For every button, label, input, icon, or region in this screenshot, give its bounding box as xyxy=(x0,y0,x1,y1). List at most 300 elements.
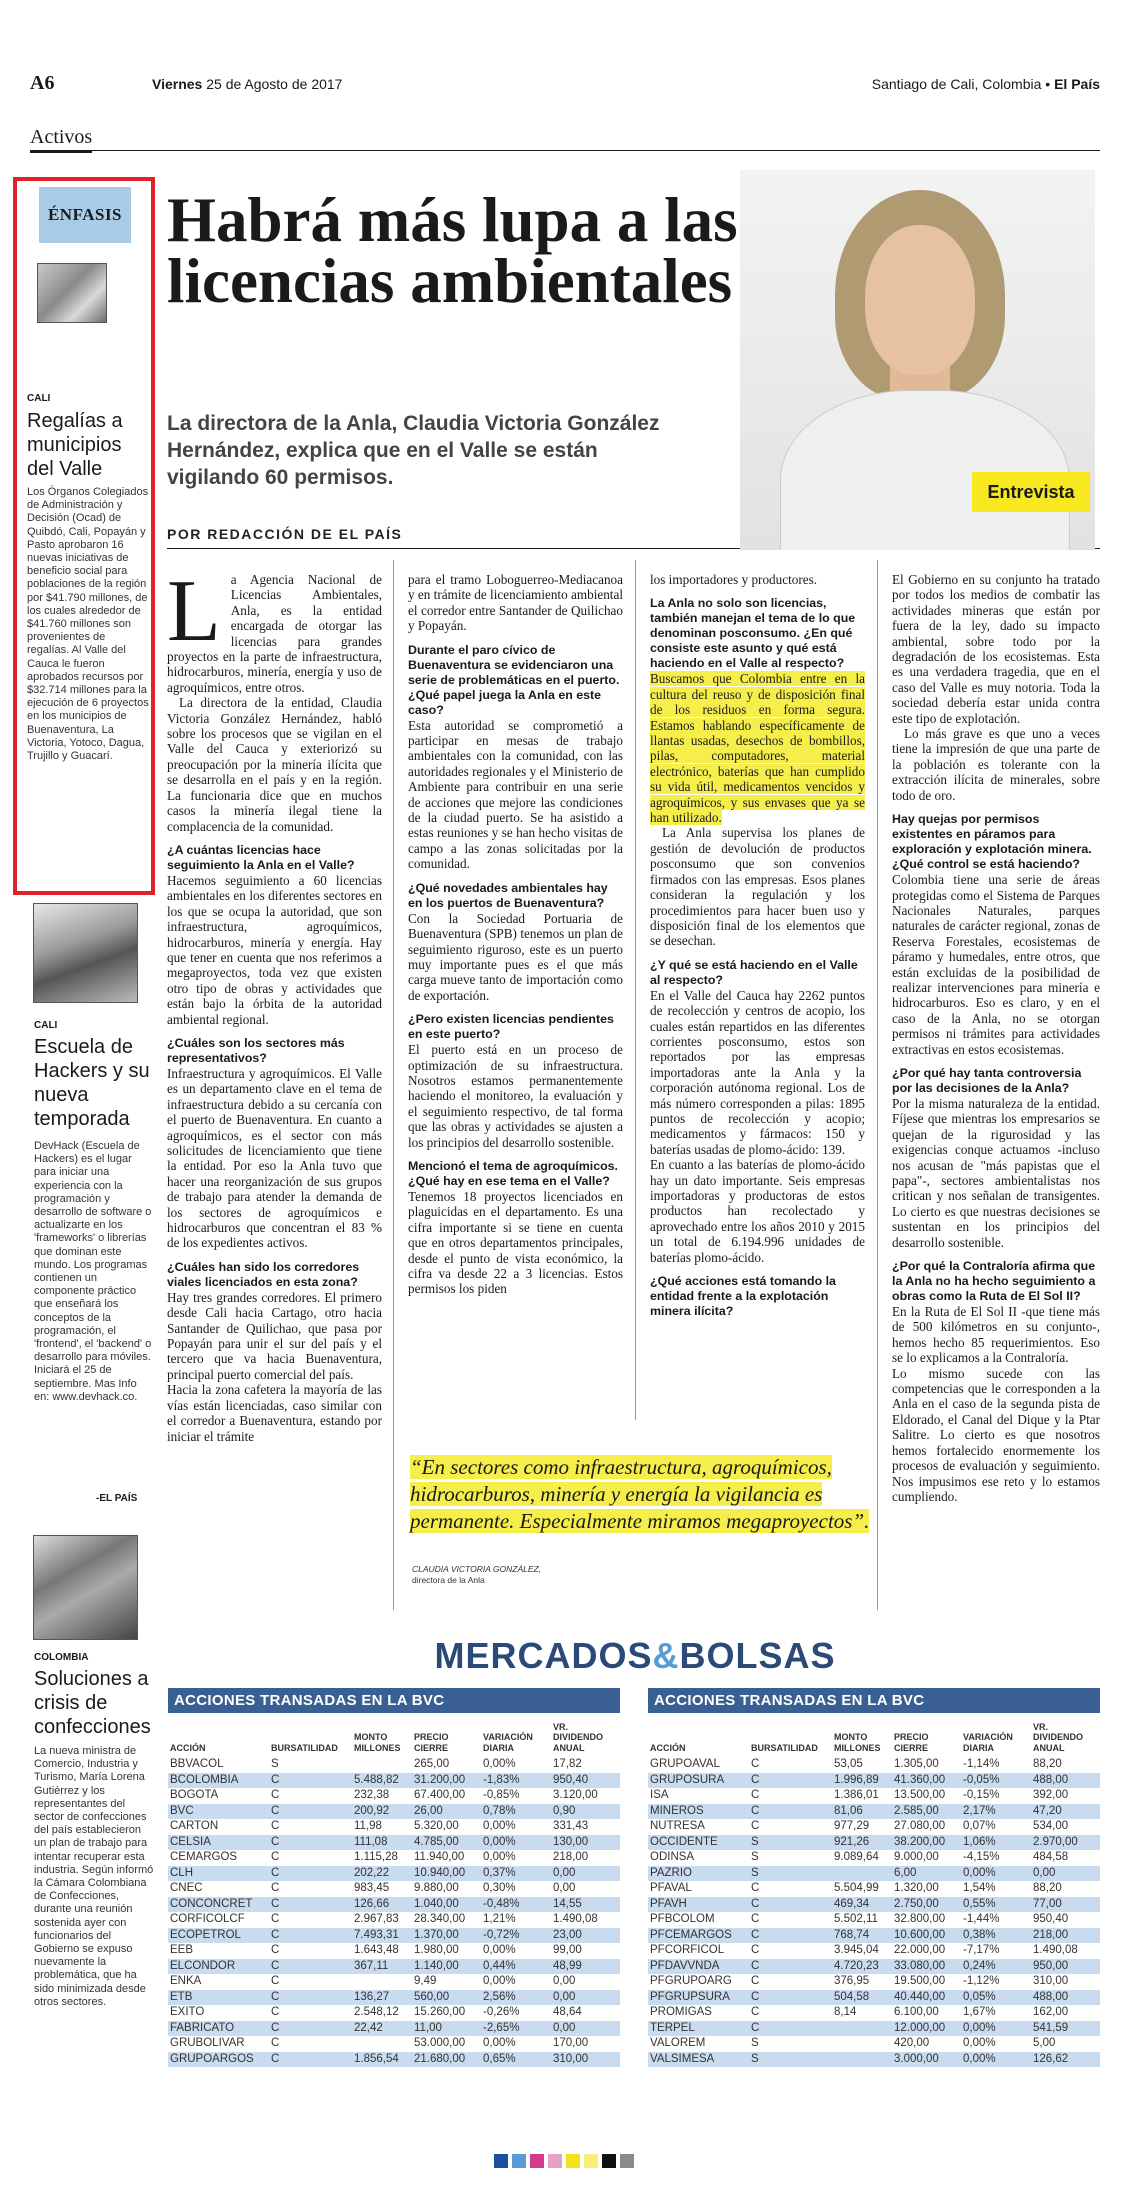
table-cell: CONCONCRET xyxy=(170,1897,253,1910)
question: Durante el paro cívico de Buenaventura se evidenciaron una serie de problemáticas en el puerto. ¿Qué papel juega la Anla en este caso? xyxy=(408,642,620,717)
table-cell: BVC xyxy=(170,1804,194,1817)
table-row xyxy=(168,1866,620,1882)
table-cell: C xyxy=(271,1975,280,1987)
table-cell: -0,26% xyxy=(483,2006,520,2018)
table-row xyxy=(648,1788,1100,1804)
question: ¿A cuántas licencias hace seguimiento la Anla en el Valle? xyxy=(167,842,355,872)
print-color-bar xyxy=(494,2154,638,2168)
markets-title: MERCADOS&BOLSAS xyxy=(434,1635,836,1676)
page-header xyxy=(30,72,1100,102)
table-cell: 2.967,83 xyxy=(354,1913,399,1925)
table-row xyxy=(168,1928,620,1944)
table-cell: S xyxy=(271,1758,279,1770)
article-deck: La directora de la Anla, Claudia Victoria González Hernández, explica que en el Valle se están vigilando 60 permisos. xyxy=(167,412,660,489)
question: ¿Pero existen licencias pendientes en este puerto? xyxy=(408,1012,614,1042)
table-row xyxy=(168,1990,620,2006)
dropcap: L xyxy=(167,563,221,660)
table-cell: 136,27 xyxy=(354,1990,390,2003)
table-cell: 768,74 xyxy=(834,1928,870,1941)
table-cell: 0,00% xyxy=(483,2037,516,2049)
question: ¿Por qué la Contraloría afirma que la Anla no ha hecho seguimiento a obras como la Ruta de El Sol II? xyxy=(892,1259,1096,1304)
story1-kicker: CALI xyxy=(27,393,51,404)
page-number: A6 xyxy=(30,72,55,94)
pull-quote-attribution: CLAUDIA VICTORIA GONZÁLEZ, directora de la Anla xyxy=(412,1564,542,1585)
table-cell: 0,00% xyxy=(963,1866,996,1879)
stocks-table-banner: ACCIONES TRANSADAS EN LA BVC xyxy=(648,1688,1100,1713)
color-swatch xyxy=(584,2154,598,2168)
table-cell: OCCIDENTE xyxy=(650,1835,718,1848)
table-cell: 1,21% xyxy=(483,1913,516,1925)
stocks-table-body xyxy=(168,1757,620,2067)
table-cell: EEB xyxy=(170,1944,194,1956)
table-cell: 950,40 xyxy=(553,1773,589,1786)
table-cell: EXITO xyxy=(170,2006,205,2018)
table-cell: PFAVAL xyxy=(650,1882,692,1894)
paper-location: Santiago de Cali, Colombia • El País xyxy=(871,76,1100,92)
table-cell: 2,17% xyxy=(963,1804,996,1817)
table-cell: 170,00 xyxy=(553,2037,589,2049)
question: ¿Cuáles han sido los corredores viales licenciados en esta zona? xyxy=(167,1259,360,1289)
table-cell: C xyxy=(271,1882,280,1894)
table-cell: 3.945,04 xyxy=(834,1944,879,1956)
table-row xyxy=(648,1881,1100,1897)
table-cell: 367,11 xyxy=(354,1959,389,1972)
table-cell: 22,42 xyxy=(354,2021,383,2034)
table-cell: 5.504,99 xyxy=(834,1882,879,1894)
table-cell: 130,00 xyxy=(553,1835,589,1848)
table-row xyxy=(168,1881,620,1897)
enfasis-tag: ÉNFASIS xyxy=(39,187,131,243)
highlighted-answer: Buscamos que Colombia entre en la cultura del reuso y de disposición final de los residuos en forma segura. Estamos hablando específicamente de llantas usadas, desechos de bombillos, pilas, computadores, material electrónico, baterías que han cumplido su vida útil, medicamentos vencidos y agroquímicos, y sus envases que ya se han utilizado. xyxy=(650,671,865,826)
table-cell: ECOPETROL xyxy=(170,1928,241,1941)
table-cell: C xyxy=(751,1820,760,1832)
table-row xyxy=(648,1773,1100,1789)
table-cell: 1.386,01 xyxy=(834,1789,879,1801)
table-cell: CEMARGOS xyxy=(170,1851,238,1863)
table-cell: PFDAVVNDA xyxy=(650,1959,720,1972)
table-cell: 2,56% xyxy=(483,1990,516,2003)
table-cell: 469,34 xyxy=(834,1897,870,1910)
table-cell: 0,00 xyxy=(1033,1866,1056,1879)
table-cell: 202,22 xyxy=(354,1866,390,1879)
table-cell: S xyxy=(751,1851,759,1863)
table-row xyxy=(648,1912,1100,1928)
table-cell: 2.585,00 xyxy=(894,1804,939,1817)
table-cell: 1,06% xyxy=(963,1835,996,1848)
table-cell: C xyxy=(751,1944,760,1956)
table-cell: C xyxy=(271,2006,280,2018)
article-column-4: El Gobierno en su conjunto ha tratado por todos los medios de combatir las actividades mineras que están por fuera de la ley, dado su impacto ambiental, sobre todo por la degradación de los ecosistemas. Esta es una verdadera tragedia, que en el caso del Valle es muy notoria. Toda la sociedad debería estar unida contra este tipo de explotación. Lo más grave es que uno a veces tiene la impresión de que una parte de la población es tolerante con la extracción ilícita de minerales, sobre todo de oro. Hay quejas por permisos existentes en páramos para exploración y explotación minera. ¿Qué control se está haciendo? Colombia tiene una serie de áreas protegidas como el Sistema de Parques Nacionales Naturales, parques naturales de carácter regional, zonas de Reserva Forestales, ecosistemas de páramo y humedales, entre otros, que están excluidas de la posibilidad de realizar intervenciones para minería e hidrocarburos. Eso es claro, y en el caso de la Anla, no se otorgan permisos ni trámites para actividades extractivas en estos ecosistemas. ¿Por qué hay tanta controversia por las decisiones de la Anla? Por la misma naturaleza de la entidad. Fíjese que mientras los empresarios se quejan de la rigurosidad y las exigencias conque actuamos -incluso nos acusan de "más papistas que el papa"-, sectores ambientalistas nos critican y nos señalan de transigentes. Lo cierto es que nuestras decisiones se sustentan en los principios del desarrollo sostenible. ¿Por qué la Contraloría afirma que la Anla no ha hecho seguimiento a obras como la Ruta de El Sol II? En la Ruta de El Sol II -que tiene más de 500 kilómetros en su conjunto-, hemos hecho 85 requerimientos. Eso se lo explicamos a la Contraloría. Lo mismo sucede con las competencias que le corresponden a la Anla en el caso de la segunda pista de Eldorado, el Canal del Dique y la Ptar Salitre. Lo cierto es que nosotros hemos fortalecido enormemente los procesos de evaluación y seguimiento. Nos impusimos ese reto y lo estamos cumpliendo. xyxy=(892,572,1100,1504)
table-cell: -4,15% xyxy=(963,1851,1000,1863)
table-row xyxy=(168,1788,620,1804)
article-column-3: los importadores y productores. La Anla no solo son licencias, también manejan el tema de lo que denominan posconsumo. ¿En qué consiste este asunto y qué está haciendo en el Valle al respecto? Buscamos que Colombia entre en la cultura del reuso y de disposición final de los residuos en forma segura. Estamos hablando específicamente de llantas usadas, desechos de bombillos, pilas, computadores, material electrónico, baterías que han cumplido su vida útil, medicamentos vencidos y agroquímicos, y sus envases que ya se han utilizado. La Anla supervisa los planes de gestión de devolución de productos posconsumo que son convenios firmados con las empresas. Esos planes consideran la regulación y los procedimientos para hacer buen uso y disposición final de los elementos que se desechan. ¿Y qué se está haciendo en el Valle al respecto? En el Valle del Cauca hay 2262 puntos de recolección y centros de acopio, los cuales están repartidos en las diferentes corrientes posconsumo, estos son reportados por las empresas importadoras ante la Anla y la corporación autónoma regional. Los de más número corresponden a pilas: 1895 puntos de recolección y acopio; medicamentos y fármacos: 150 y baterías usadas de plomo-ácido: 139. En cuanto a las baterías de plomo-ácido hay un dato importante. Seis empresas importadoras y productoras de estos productos han recolectado y aprovechado entre los años 2010 y 2015 un total de 6.194.996 unidades de baterías plomo-ácido. ¿Qué acciones está tomando la entidad frente a la explotación minera ilícita? xyxy=(650,572,865,1319)
table-cell: 0,00% xyxy=(483,1820,516,1832)
stocks-table-banner: ACCIONES TRANSADAS EN LA BVC xyxy=(168,1688,620,1713)
table-cell: -1,12% xyxy=(963,1975,1000,1987)
story1-headline: Regalías a municipios del Valle xyxy=(27,410,123,480)
table-cell: 1.996,89 xyxy=(834,1773,879,1786)
table-cell: 310,00 xyxy=(1033,1975,1069,1987)
table-cell: 4.785,00 xyxy=(414,1835,459,1848)
table-cell: 0,05% xyxy=(963,1990,996,2003)
table-cell: C xyxy=(271,1944,280,1956)
table-cell: -7,17% xyxy=(963,1944,1000,1956)
stocks-table-left xyxy=(168,1688,620,2067)
table-cell: GRUPOAVAL xyxy=(650,1758,720,1770)
table-cell: S xyxy=(751,1835,759,1848)
table-cell: 200,92 xyxy=(354,1804,390,1817)
table-cell: 2.750,00 xyxy=(894,1897,939,1910)
question: Mencionó el tema de agroquímicos. ¿Qué hay en ese tema en el Valle? xyxy=(408,1158,618,1188)
table-cell: 12.000,00 xyxy=(894,2021,946,2034)
column-rule xyxy=(393,560,394,1610)
question: ¿Cuáles son los sectores más representativos? xyxy=(167,1035,345,1065)
color-swatch xyxy=(512,2154,526,2168)
color-swatch xyxy=(602,2154,616,2168)
table-cell: 99,00 xyxy=(553,1944,582,1956)
stocks-table-header: ACCIÓN BURSATILIDAD MONTO MILLONES PRECIO CIERRE VARIACIÓN DIARIA VR. DIVIDENDO ANUAL xyxy=(650,1721,1084,1753)
question: Hay quejas por permisos existentes en páramos para exploración y explotación minera. ¿Qué control se está haciendo? xyxy=(892,812,1092,872)
table-cell: 0,78% xyxy=(483,1804,516,1817)
table-cell: -0,72% xyxy=(483,1928,520,1941)
table-cell: PFGRUPOARG xyxy=(650,1975,732,1987)
table-cell: GRUPOARGOS xyxy=(170,2052,254,2065)
table-cell: C xyxy=(751,1773,760,1786)
table-cell: 41.360,00 xyxy=(894,1773,946,1786)
table-cell: 53,05 xyxy=(834,1758,863,1770)
table-cell: 1.320,00 xyxy=(894,1882,939,1894)
table-cell: C xyxy=(271,1913,280,1925)
table-row xyxy=(168,2052,620,2068)
table-cell: ENKA xyxy=(170,1975,202,1987)
table-cell: TERPEL xyxy=(650,2021,695,2034)
table-cell: C xyxy=(271,1959,280,1972)
table-cell: 0,00% xyxy=(483,1944,516,1956)
table-cell: 488,00 xyxy=(1033,1990,1069,2003)
table-cell: 21.680,00 xyxy=(414,2052,466,2065)
table-cell: 0,00% xyxy=(963,2021,996,2034)
table-cell: 2.548,12 xyxy=(354,2006,399,2018)
table-cell: 0,00 xyxy=(553,1882,576,1894)
table-cell: 47,20 xyxy=(1033,1804,1062,1817)
table-cell: PAZRIO xyxy=(650,1866,692,1879)
table-cell: BBVACOL xyxy=(170,1758,224,1770)
story2-body: DevHack (Escuela de Hackers) es el lugar para iniciar una experiencia con la programación y desarrollo de software o actualizarte en los 'frameworks' o librerías que dominan este mundo. Los programas contienen un componente práctico que enseñará los conceptos de la programación, el 'frontend', el 'backend' o desarrollo para móviles. Iniciará el 25 de septiembre. Mas Info en: www.devhack.co. xyxy=(34,1140,152,1403)
table-cell: NUTRESA xyxy=(650,1820,705,1832)
article-byline: POR REDACCIÓN DE EL PAÍS xyxy=(167,526,403,542)
table-cell: MINEROS xyxy=(650,1804,704,1817)
table-cell: 40.440,00 xyxy=(894,1990,946,2003)
table-row xyxy=(168,1974,620,1990)
table-cell: PFGRUPSURA xyxy=(650,1990,730,2003)
table-cell: C xyxy=(271,1990,280,2003)
table-row xyxy=(648,1959,1100,1975)
table-cell: S xyxy=(751,2052,759,2065)
table-cell: 1.490,08 xyxy=(1033,1944,1078,1956)
table-cell: 48,64 xyxy=(553,2006,582,2018)
color-swatch xyxy=(494,2154,508,2168)
column-rule xyxy=(877,560,878,1610)
table-cell: 4.720,23 xyxy=(834,1959,879,1972)
table-cell: 0,37% xyxy=(483,1866,516,1879)
table-cell: 9.000,00 xyxy=(894,1851,939,1863)
table-cell: 1,54% xyxy=(963,1882,996,1894)
table-cell: 232,38 xyxy=(354,1789,390,1801)
table-cell: C xyxy=(751,1975,760,1987)
table-cell: 534,00 xyxy=(1033,1820,1069,1832)
table-cell: 0,00% xyxy=(963,2052,996,2065)
table-cell: -0,85% xyxy=(483,1789,520,1801)
table-cell: 265,00 xyxy=(414,1758,450,1770)
table-cell: -1,14% xyxy=(963,1758,1000,1770)
table-cell: VALSIMESA xyxy=(650,2052,715,2065)
table-cell: 0,38% xyxy=(963,1928,996,1941)
table-cell: PFCEMARGOS xyxy=(650,1928,732,1941)
table-cell: 983,45 xyxy=(354,1882,390,1894)
table-cell: VALOREM xyxy=(650,2037,706,2049)
table-cell: 5.488,82 xyxy=(354,1773,399,1786)
table-cell: C xyxy=(751,1913,760,1925)
table-cell: 6.100,00 xyxy=(894,2006,939,2018)
table-row xyxy=(648,1943,1100,1959)
table-cell: C xyxy=(271,1820,280,1832)
table-cell: 5.502,11 xyxy=(834,1913,878,1925)
table-cell: S xyxy=(751,1866,759,1879)
table-cell: 218,00 xyxy=(553,1851,589,1863)
table-cell: 88,20 xyxy=(1033,1758,1062,1770)
table-cell: -2,65% xyxy=(483,2021,520,2034)
table-row xyxy=(648,2036,1100,2052)
table-cell: 11,00 xyxy=(414,2021,442,2034)
table-cell: 5.320,00 xyxy=(414,1820,459,1832)
table-cell: PFBCOLOM xyxy=(650,1913,715,1925)
stocks-table-body xyxy=(648,1757,1100,2067)
table-row xyxy=(168,1897,620,1913)
table-cell: C xyxy=(751,1804,760,1817)
table-cell: C xyxy=(751,1882,760,1894)
table-cell: 5,00 xyxy=(1033,2037,1056,2049)
table-cell: 0,00% xyxy=(483,1851,516,1863)
table-cell: 67.400,00 xyxy=(414,1789,466,1801)
table-cell: 9.880,00 xyxy=(414,1882,459,1894)
table-cell: -1,44% xyxy=(963,1913,1000,1925)
factory-photo xyxy=(33,1535,138,1640)
laptop-photo xyxy=(33,903,138,1003)
table-cell: 0,30% xyxy=(483,1882,516,1894)
table-cell: 218,00 xyxy=(1033,1928,1069,1941)
table-row xyxy=(648,1897,1100,1913)
table-cell: ODINSA xyxy=(650,1851,695,1863)
table-cell: 1.643,48 xyxy=(354,1944,399,1956)
table-cell: 6,00 xyxy=(894,1866,917,1879)
table-cell: C xyxy=(271,2037,280,2049)
stocks-table-right xyxy=(648,1688,1100,2067)
table-cell: 162,00 xyxy=(1033,2006,1069,2018)
table-cell: C xyxy=(751,1928,760,1941)
table-cell: FABRICATO xyxy=(170,2021,235,2034)
color-swatch xyxy=(548,2154,562,2168)
table-cell: C xyxy=(271,1835,280,1848)
table-cell: 33.080,00 xyxy=(894,1959,946,1972)
table-cell: 23,00 xyxy=(553,1928,582,1941)
table-cell: 48,99 xyxy=(553,1959,582,1972)
table-cell: C xyxy=(271,1897,280,1910)
table-cell: 111,08 xyxy=(354,1835,388,1848)
table-row xyxy=(648,2052,1100,2068)
table-cell: 921,26 xyxy=(834,1835,870,1848)
table-cell: 541,59 xyxy=(1033,2021,1069,2034)
table-cell: 11.940,00 xyxy=(414,1851,465,1863)
table-cell: C xyxy=(751,1897,760,1910)
table-cell: -0,48% xyxy=(483,1897,520,1910)
section-label: Activos xyxy=(30,126,92,153)
question: La Anla no solo son licencias, también manejan el tema de lo que denominan posconsumo. ¿En qué consiste este asunto y qué está haciendo en el Valle al respecto? xyxy=(650,596,856,671)
table-cell: 88,20 xyxy=(1033,1882,1062,1894)
story2-credit: -EL PAÍS xyxy=(96,1493,138,1504)
table-cell: C xyxy=(751,1789,760,1801)
table-cell: PROMIGAS xyxy=(650,2006,712,2018)
table-cell: 392,00 xyxy=(1033,1789,1069,1801)
table-cell: 1,67% xyxy=(963,2006,996,2018)
table-cell: 77,00 xyxy=(1033,1897,1062,1910)
table-cell: 0,00 xyxy=(553,1975,576,1987)
table-row xyxy=(648,2005,1100,2021)
table-row xyxy=(648,1990,1100,2006)
question: ¿Y qué se está haciendo en el Valle al respecto? xyxy=(650,957,858,987)
table-row xyxy=(648,2021,1100,2037)
table-cell: CNEC xyxy=(170,1882,203,1894)
table-cell: 0,90 xyxy=(553,1804,576,1817)
table-row xyxy=(648,1974,1100,1990)
table-cell: CLH xyxy=(170,1866,194,1879)
table-cell: S xyxy=(751,2037,759,2049)
table-row xyxy=(168,1835,620,1851)
table-cell: 2.970,00 xyxy=(1033,1835,1078,1848)
table-cell: ISA xyxy=(650,1789,669,1801)
table-row xyxy=(648,1819,1100,1835)
table-cell: 484,58 xyxy=(1033,1851,1069,1863)
table-cell: 1.856,54 xyxy=(354,2052,399,2065)
question: ¿Qué novedades ambientales hay en los puertos de Buenaventura? xyxy=(408,880,608,910)
table-row xyxy=(648,1928,1100,1944)
table-cell: 331,43 xyxy=(553,1820,589,1832)
article-column-1: La Agencia Nacional de Licencias Ambientales, Anla, es la entidad encargada de otorgar las licencias para grandes proyectos en la parte de infraestructura, hidrocarburos, minería, energía y uso de agroquímicos, entre otros. La directora de la entidad, Claudia Victoria González Hernández, habló sobre los procesos que se vigilan en el Valle del Cauca y exteriorizó su preocupación por la minería ilícita que se desarrolla en el país y en la región. La funcionaria dice que en muchos casos la minería ilegal tiene la complacencia de la comunidad. ¿A cuántas licencias hace seguimiento la Anla en el Valle? Hacemos seguimiento a 60 licencias ambientales en los diferentes sectores en los que se ocupa la autoridad, que son infraestructura, agroquímicos, hidrocarburos, minería y energía. Hay que tener en cuenta que nos referimos a megaproyectos, toda vez que existen otro tipo de obras y actividades que están bajo la órbita de la autoridad ambiental regional. ¿Cuáles son los sectores más representativos? Infraestructura y agroquímicos. El Valle es un departamento clave en el tema de infraestructura debido a su cercanía con el puerto de Buenaventura. En cuanto a agroquímicos, es el sector con más solicitudes de licenciamiento que tiene la entidad. Por eso la Anla tuvo que hacer una reorganización de sus grupos de trabajo para atender la demanda de los sectores de agroquímicos e hidrocarburos que concentran el 83 % de los expedientes activos. ¿Cuáles han sido los corredores viales licenciados en esta zona? Hay tres grandes corredores. El primero desde Cali hacia Cartago, otro hacia Santander de Quilichao, que pasa por Popayán para unir el sur del país y el tercero que va hacia Buenaventura, principal puerto comercial del país. Hacia la zona cafetera la mayoría de las vías están licenciadas, caso similar con el corredor a Buenaventura, estando por iniciar el trámite xyxy=(167,563,382,1444)
issue-date: Viernes 25 de Agosto de 2017 xyxy=(152,76,343,92)
column-rule xyxy=(635,560,636,1420)
enfasis-box xyxy=(13,177,155,895)
table-cell: 7.493,31 xyxy=(354,1928,399,1941)
table-cell: 0,00% xyxy=(483,1835,516,1848)
table-cell: 126,62 xyxy=(1033,2052,1069,2065)
table-cell: 10.600,00 xyxy=(894,1928,946,1941)
table-cell: 1.140,00 xyxy=(414,1959,459,1972)
question: ¿Por qué hay tanta controversia por las decisiones de la Anla? xyxy=(892,1065,1082,1095)
coins-photo xyxy=(37,263,107,323)
table-cell: C xyxy=(751,1990,760,2003)
table-cell: 22.000,00 xyxy=(894,1944,946,1956)
story2-headline: Escuela de Hackers y su nueva temporada xyxy=(34,1036,150,1130)
table-row xyxy=(168,1819,620,1835)
table-cell: 9,49 xyxy=(414,1975,437,1987)
table-cell: 19.500,00 xyxy=(894,1975,946,1987)
table-row xyxy=(168,1773,620,1789)
table-cell: GRUBOLIVAR xyxy=(170,2037,245,2049)
table-cell: C xyxy=(751,1959,760,1972)
table-cell: 0,65% xyxy=(483,2052,516,2065)
table-row xyxy=(168,2036,620,2052)
table-cell: C xyxy=(271,2021,280,2034)
stocks-table-header: ACCIÓN BURSATILIDAD MONTO MILLONES PRECIO CIERRE VARIACIÓN DIARIA VR. DIVIDENDO ANUAL xyxy=(170,1721,604,1753)
table-cell: PFAVH xyxy=(650,1897,687,1910)
table-cell: 38.200,00 xyxy=(894,1835,946,1848)
table-cell: 17,82 xyxy=(553,1758,582,1770)
interview-tag: Entrevista xyxy=(972,472,1090,512)
table-cell: 3.120,00 xyxy=(553,1789,598,1801)
table-row xyxy=(168,1804,620,1820)
table-row xyxy=(648,1850,1100,1866)
table-cell: 10.940,00 xyxy=(414,1866,466,1879)
table-cell: 32.800,00 xyxy=(894,1913,946,1925)
table-row xyxy=(648,1866,1100,1882)
table-cell: 310,00 xyxy=(553,2052,589,2065)
table-cell: 0,00% xyxy=(483,1758,516,1770)
table-row xyxy=(168,1757,620,1773)
table-cell: 1.115,28 xyxy=(354,1851,398,1863)
table-cell: 11,98 xyxy=(354,1820,382,1832)
table-cell: C xyxy=(271,2052,280,2065)
table-cell: 1.980,00 xyxy=(414,1944,459,1956)
header-divider xyxy=(30,150,1100,151)
table-cell: C xyxy=(271,1789,280,1801)
table-cell: ELCONDOR xyxy=(170,1959,236,1972)
story2-kicker: CALI xyxy=(34,1020,58,1031)
color-swatch xyxy=(620,2154,634,2168)
table-cell: 1.490,08 xyxy=(553,1913,598,1925)
table-cell: 950,00 xyxy=(1033,1959,1069,1972)
table-cell: GRUPOSURA xyxy=(650,1773,725,1786)
table-cell: BCOLOMBIA xyxy=(170,1773,239,1786)
table-cell: 13.500,00 xyxy=(894,1789,946,1801)
table-cell: 0,00 xyxy=(553,1990,576,2003)
table-cell: 560,00 xyxy=(414,1990,450,2003)
table-cell: 0,00 xyxy=(553,2021,576,2034)
table-cell: 950,40 xyxy=(1033,1913,1069,1925)
table-cell: 0,07% xyxy=(963,1820,996,1832)
table-cell: 977,29 xyxy=(834,1820,870,1832)
table-cell: 14,55 xyxy=(553,1897,582,1910)
table-cell: ETB xyxy=(170,1990,193,2003)
table-cell: C xyxy=(751,2021,760,2034)
table-cell: 15.260,00 xyxy=(414,2006,466,2018)
table-cell: -0,15% xyxy=(963,1789,1000,1801)
table-cell: 1.370,00 xyxy=(414,1928,459,1941)
table-cell: 0,00% xyxy=(963,2037,996,2049)
table-row xyxy=(648,1757,1100,1773)
table-cell: C xyxy=(271,1866,280,1879)
table-cell: C xyxy=(271,1851,280,1863)
table-cell: 81,06 xyxy=(834,1804,863,1817)
table-cell: CELSIA xyxy=(170,1835,211,1848)
table-cell: 0,24% xyxy=(963,1959,996,1972)
table-cell: -1,83% xyxy=(483,1773,520,1786)
table-cell: 420,00 xyxy=(894,2037,930,2049)
table-cell: 488,00 xyxy=(1033,1773,1069,1786)
color-swatch xyxy=(530,2154,544,2168)
table-cell: 3.000,00 xyxy=(894,2052,939,2065)
table-cell: 9.089,64 xyxy=(834,1851,879,1863)
table-row xyxy=(648,1835,1100,1851)
story1-body: Los Órganos Colegiados de Administración y Decisión (Ocad) de Quibdó, Cali, Popayán y Pasto aprobaron 16 nuevas iniciativas de beneficio social para poblaciones de la región por $41.790 millones, de los cuales alrededor de $41.760 millones son provenientes de regalías. Al Valle del Cauca le fueron aprobados recursos por $32.714 millones para la ejecución de 6 proyectos en los municipios de Buenaventura, La Victoria, Yotoco, Dagua, Trujillo y Guacarí. xyxy=(27,486,149,763)
